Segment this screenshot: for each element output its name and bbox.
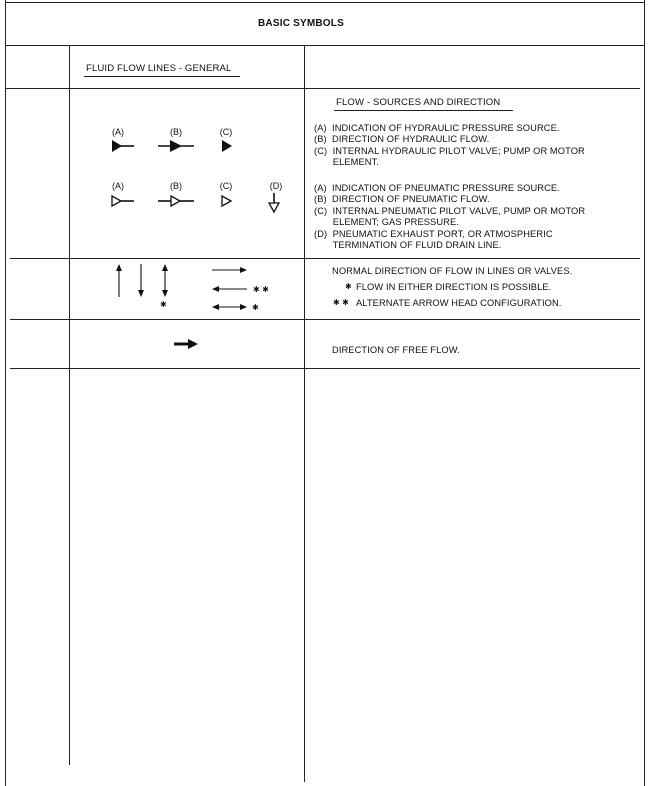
note2-asterisks: ✱ ✱ [333, 298, 349, 307]
free-flow-arrow-symbol [174, 338, 200, 350]
pneumatic-line-d: (D) PNEUMATIC EXHAUST PORT, OR ATMOSPHERIC [314, 229, 553, 239]
row-divider-1 [5, 88, 640, 89]
section-heading-underline [84, 76, 240, 77]
note1-text: FLOW IN EITHER DIRECTION IS POSSIBLE. [356, 282, 552, 292]
sources-heading-underline [334, 110, 513, 111]
pneumatic-label-a: (A) [112, 181, 124, 191]
pneumatic-line-d-cont: TERMINATION OF FLUID DRAIN LINE. [314, 240, 502, 250]
bidirectional-horizontal-asterisk-mark: ✱ [252, 303, 259, 312]
hydraulic-line-b: (B) DIRECTION OF HYDRAULIC FLOW. [314, 134, 490, 144]
pneumatic-line-c: (C) INTERNAL PNEUMATIC PILOT VALVE, PUMP OR MOTOR [314, 206, 586, 216]
hydraulic-line-c-cont: ELEMENT. [314, 157, 380, 167]
hydraulic-pilot-symbol-c [220, 140, 234, 154]
hydraulic-source-symbol-a [110, 140, 136, 154]
hydraulic-flow-symbol-b [158, 140, 196, 154]
header-divider [5, 45, 645, 46]
pneumatic-flow-symbol-b [158, 195, 196, 209]
row-divider-3 [10, 319, 640, 320]
section-heading: FLUID FLOW LINES - GENERAL [86, 63, 232, 74]
pneumatic-pilot-symbol-c [220, 195, 234, 209]
sources-heading: FLOW - SOURCES AND DIRECTION [336, 97, 501, 108]
arrow-bidirectional-horizontal-symbol [212, 302, 248, 312]
pneumatic-label-d: (D) [269, 181, 283, 191]
page-title: BASIC SYMBOLS [258, 18, 344, 29]
arrow-right-symbol [212, 265, 248, 275]
pneumatic-line-b: (B) DIRECTION OF PNEUMATIC FLOW. [314, 194, 490, 204]
hydraulic-line-a: (A) INDICATION OF HYDRAULIC PRESSURE SOURCE. [314, 123, 560, 133]
note2-text: ALTERNATE ARROW HEAD CONFIGURATION. [356, 298, 562, 308]
hydraulic-label-b: (B) [170, 127, 182, 137]
vertical-asterisk-mark: ✱ [160, 300, 167, 309]
frame-right [644, 0, 645, 786]
free-flow-text: DIRECTION OF FREE FLOW. [332, 345, 460, 355]
pneumatic-label-c: (C) [219, 181, 233, 191]
arrow-left-alternate-symbol [212, 284, 248, 294]
column-divider-right [304, 45, 305, 782]
pneumatic-line-a: (A) INDICATION OF PNEUMATIC PRESSURE SOURCE. [314, 183, 560, 193]
pneumatic-line-c-cont: ELEMENT; GAS PRESSURE. [314, 217, 459, 227]
hydraulic-line-c: (C) INTERNAL HYDRAULIC PILOT VALVE; PUMP OR MOTOR [314, 146, 585, 156]
arrow-up-symbol [114, 264, 124, 298]
column-divider-left [69, 45, 70, 765]
arrow-bidirectional-vertical-symbol [160, 264, 170, 298]
arrow-down-symbol [136, 264, 146, 298]
normal-flow-text: NORMAL DIRECTION OF FLOW IN LINES OR VALVES. [332, 266, 573, 276]
left-arrow-double-asterisk-mark: ✱ ✱ [253, 285, 269, 294]
row-divider-4 [10, 368, 640, 369]
frame-top [5, 2, 645, 3]
hydraulic-label-c: (C) [219, 127, 233, 137]
pneumatic-exhaust-symbol-d [268, 193, 282, 215]
pneumatic-label-b: (B) [170, 181, 182, 191]
hydraulic-label-a: (A) [112, 127, 124, 137]
pneumatic-source-symbol-a [110, 195, 136, 209]
note1-asterisk: ✱ [345, 282, 352, 291]
frame-left [5, 0, 6, 786]
row-divider-2 [10, 258, 640, 259]
